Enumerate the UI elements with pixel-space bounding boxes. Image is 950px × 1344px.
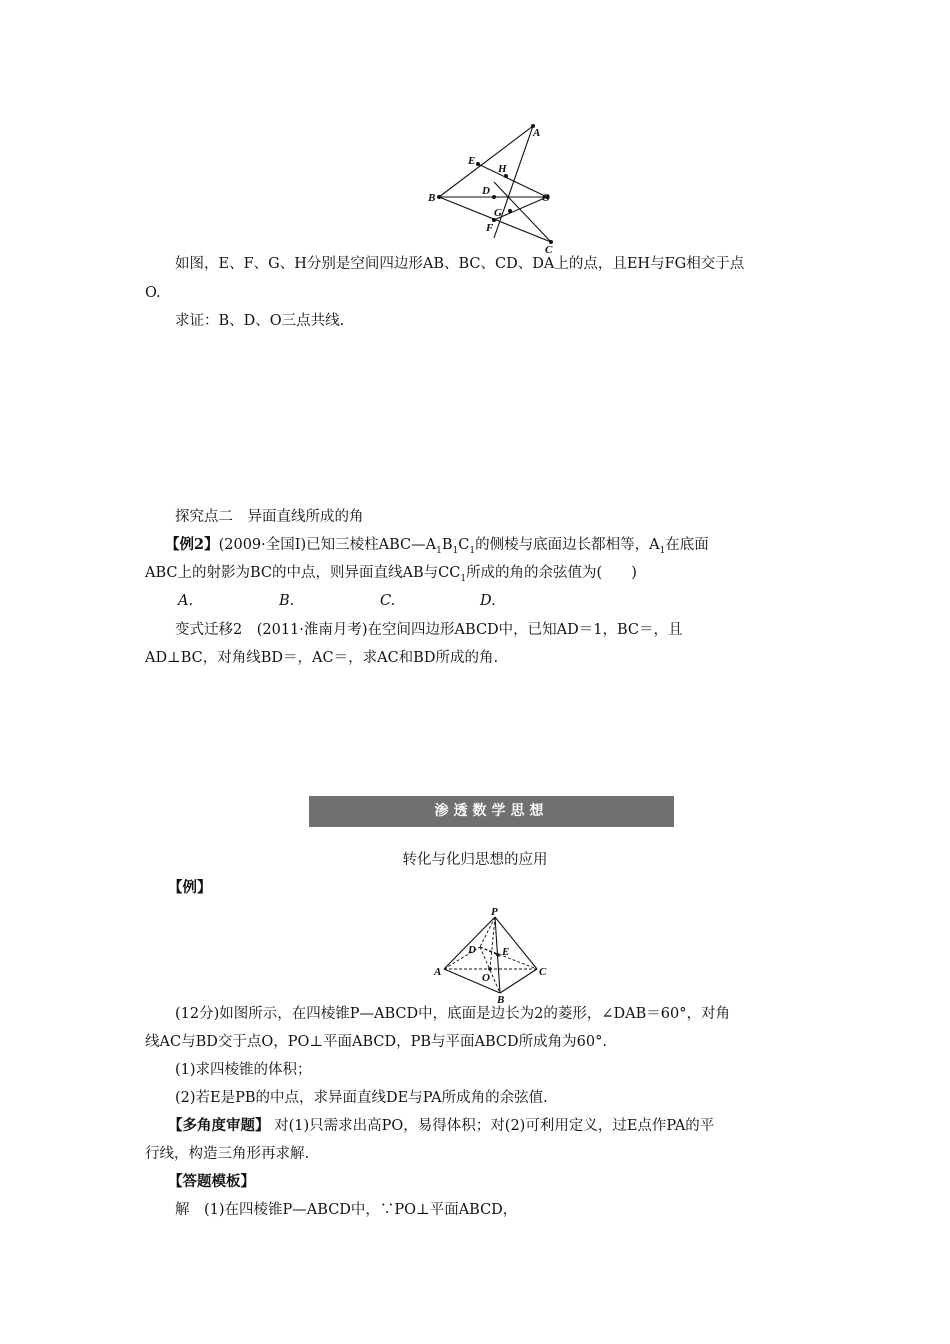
- label-H: H: [498, 163, 507, 175]
- analysis-line2: 行线，构造三角形再求解.: [145, 1146, 310, 1162]
- example2-line1: 【例2】(2009·全国Ⅰ)已知三棱柱$ABC—A_1B_1C_1$的侧棱与底面边长都相等，$A_1$在底面: [165, 536, 709, 556]
- option-A: A.: [178, 593, 194, 609]
- height-PO: [490, 917, 495, 969]
- label-C: C: [545, 244, 553, 256]
- edge-PC: [495, 917, 537, 969]
- figure-spatial-quadrilateral: [420, 120, 570, 260]
- point-E: [476, 162, 480, 166]
- label-G: G: [494, 207, 502, 219]
- option-C: C.: [380, 593, 396, 609]
- label-O: O: [482, 972, 490, 984]
- label-B: B: [497, 994, 505, 1005]
- edge-AB: [444, 969, 500, 993]
- section-banner: 渗透数学思想: [309, 796, 674, 827]
- template-tag: 【答题模板】: [168, 1173, 255, 1190]
- analysis-line1: 【多角度审题】 对(1)只需求出高PO，易得体积；对(2)可利用定义，过E点作PA的平: [168, 1117, 715, 1134]
- label-B: B: [428, 192, 436, 204]
- point-D: [492, 195, 496, 199]
- problem1-line2: O.: [145, 285, 161, 301]
- label-A: A: [533, 127, 541, 139]
- example2-line2: ABC上的射影为BC的中点，则异面直线AB与$CC_1$所成的角的余弦值为( ): [145, 565, 637, 584]
- point-O: [488, 967, 492, 971]
- label-F: F: [486, 222, 494, 234]
- problem1-prove: 求证：B、D、O三点共线.: [175, 313, 345, 329]
- question-2: (2)若E是PB的中点，求异面直线DE与PA所成角的余弦值.: [175, 1090, 548, 1106]
- edge-BC: [500, 969, 537, 993]
- problem1-line1: 如图，E、F、G、H分别是空间四边形AB、BC、CD、DA上的点，且EH与FG相交于点: [175, 256, 745, 272]
- point-E: [496, 953, 500, 957]
- label-E: E: [502, 946, 510, 958]
- example-line2: 线AC与BD交于点O，PO⊥平面ABCD，PB与平面ABCD所成角为60°.: [145, 1034, 607, 1050]
- figure-pyramid: [430, 905, 555, 1005]
- option-B: B.: [279, 593, 295, 609]
- section2-title: 探究点二 异面直线所成的角: [175, 509, 364, 525]
- section3-heading: 转化与化归思想的应用: [402, 852, 548, 868]
- label-D: D: [482, 185, 490, 197]
- option-D: D.: [480, 593, 496, 609]
- label-O: O: [542, 192, 550, 204]
- point-B: [437, 195, 441, 199]
- example-tag: 【例】: [168, 879, 212, 896]
- example-line1: (12分)如图所示，在四棱锥P—ABCD中，底面是边长为2的菱形，∠DAB＝60°，对角: [175, 1006, 730, 1022]
- label-P: P: [491, 906, 498, 918]
- question-1: (1)求四棱锥的体积；: [175, 1062, 312, 1078]
- variant2-line1: 变式迁移2 (2011·淮南月考)在空间四边形ABCD中，已知AD＝1，BC＝，且: [175, 622, 683, 638]
- label-A: A: [434, 966, 442, 978]
- label-C: C: [539, 966, 547, 978]
- point-G: [508, 209, 512, 213]
- analysis-tag: 【多角度审题】: [168, 1117, 270, 1134]
- edge-AD-extended: [494, 126, 533, 238]
- edge-PA: [444, 917, 495, 969]
- label-D: D: [468, 944, 476, 956]
- example2-tag: 【例2】: [165, 536, 219, 553]
- label-E: E: [468, 155, 476, 167]
- solution-line1: 解 (1)在四棱锥P—ABCD中，∵PO⊥平面ABCD，: [175, 1202, 518, 1218]
- variant2-line2: AD⊥BC，对角线BD＝，AC＝，求AC和BD所成的角.: [145, 650, 499, 666]
